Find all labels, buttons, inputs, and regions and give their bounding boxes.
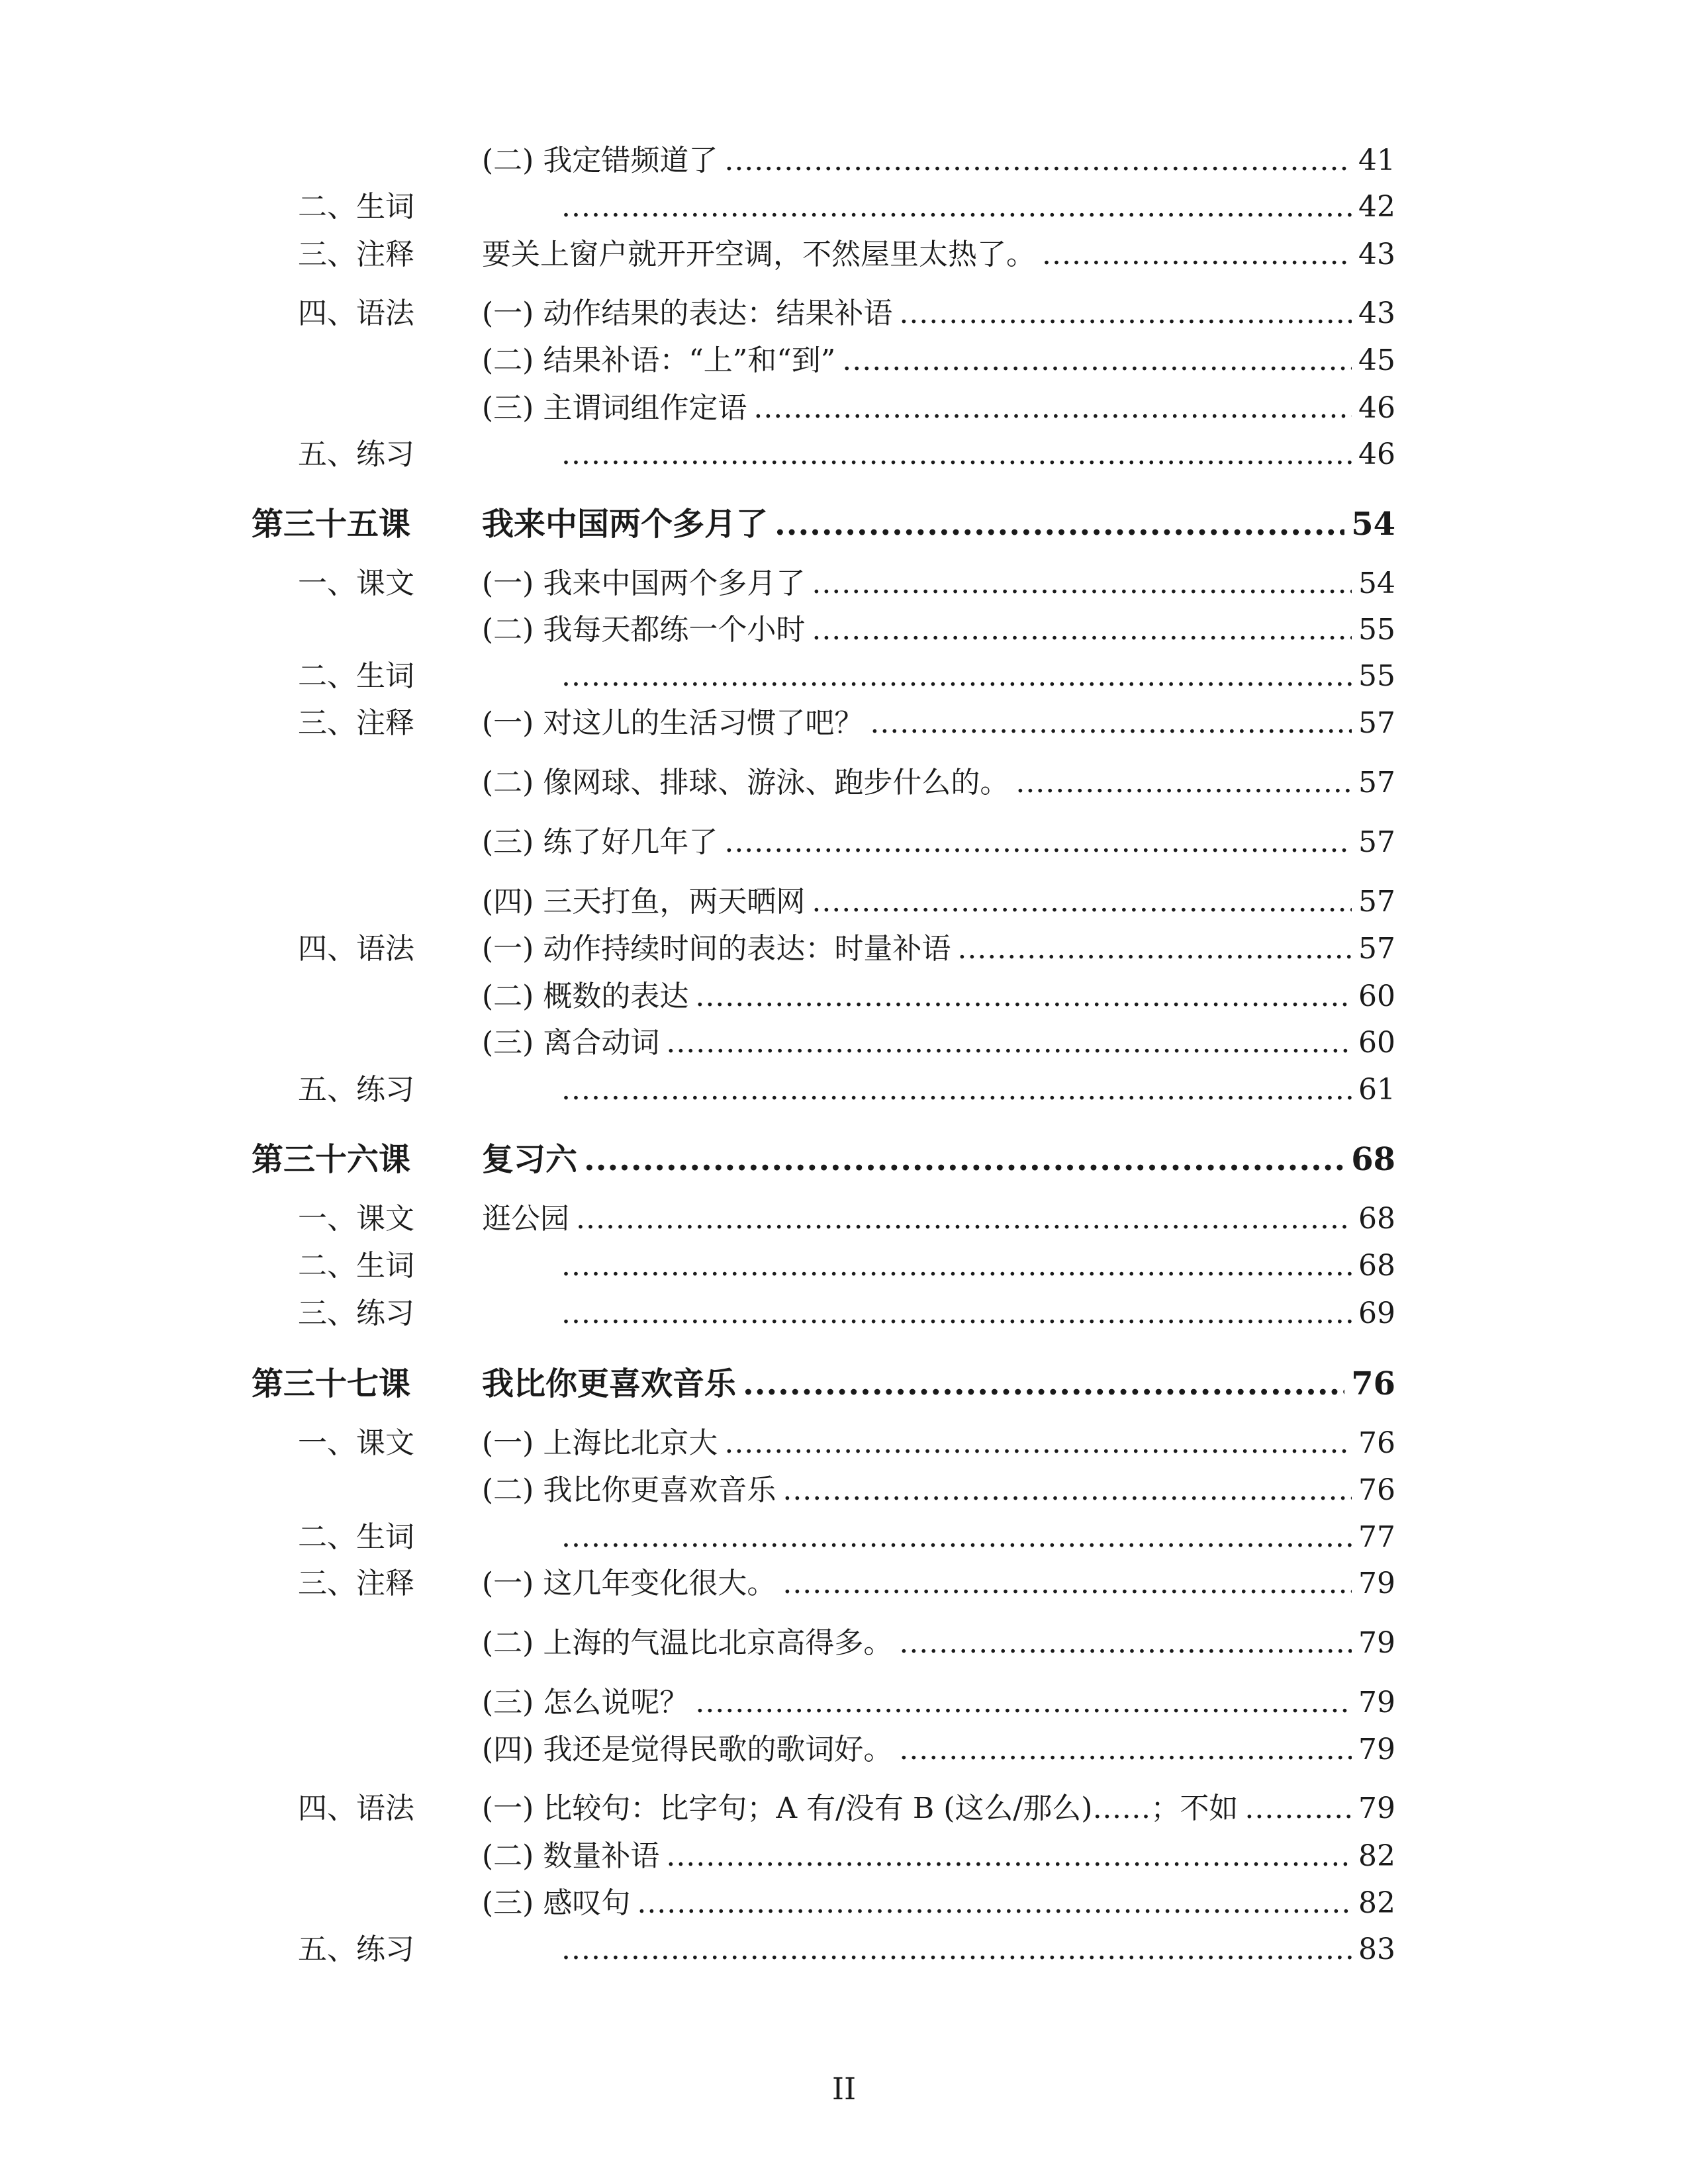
toc-leader-line: [555, 435, 1395, 475]
dot-leader: [1015, 763, 1352, 803]
toc-entry-row: [0, 763, 1688, 803]
toc-entry-row: [0, 1518, 1688, 1557]
page-ref: 57: [1358, 766, 1395, 799]
toc-leader-line: [482, 1789, 1395, 1829]
page-ref: 69: [1358, 1297, 1395, 1330]
section-label: 一、课文: [298, 1202, 414, 1236]
toc-leader-line: [482, 1424, 1395, 1463]
page-ref: 79: [1358, 1626, 1395, 1660]
section-label: 二、生词: [298, 1249, 414, 1283]
entry-title: (三) 主谓词组作定语: [482, 391, 747, 425]
toc-leader-line: [482, 1199, 1395, 1239]
toc-leader-line: [482, 341, 1395, 381]
page-ref: 68: [1358, 1249, 1395, 1283]
toc-leader-line: [555, 1930, 1395, 1970]
page-ref: 55: [1358, 613, 1395, 647]
entry-title: (二) 我每天都练一个小时: [482, 613, 806, 647]
page-ref: 43: [1358, 296, 1395, 330]
toc-entry-row: [0, 1884, 1688, 1923]
toc-leader-line: [482, 1564, 1395, 1604]
lesson-number: 第三十六课: [252, 1141, 411, 1178]
lesson-number: 第三十五课: [252, 506, 411, 543]
toc-leader-line: [482, 763, 1395, 803]
entry-title: (二) 我定错频道了: [482, 144, 718, 177]
toc-leader-line: [482, 823, 1395, 862]
section-label: 二、生词: [298, 1520, 414, 1554]
section-label: 四、语法: [298, 296, 414, 330]
entry-title: (四) 我还是觉得民歌的歌词好。: [482, 1733, 893, 1766]
toc-entry-row: [0, 977, 1688, 1017]
dot-leader: [724, 823, 1352, 862]
section-label: 三、注释: [298, 238, 414, 271]
entry-title: (一) 动作结果的表达：结果补语: [482, 296, 893, 330]
page-ref: 79: [1358, 1792, 1395, 1825]
entry-title: (三) 感叹句: [482, 1886, 631, 1920]
entry-title: (三) 练了好几年了: [482, 825, 718, 859]
toc-leader-line: [482, 1683, 1395, 1723]
page-ref: 55: [1358, 659, 1395, 693]
entry-title: (三) 怎么说呢？: [482, 1686, 689, 1719]
dot-leader: [724, 141, 1352, 181]
page-ref: 54: [1358, 567, 1395, 600]
entry-title: (二) 概数的表达: [482, 979, 689, 1013]
entry-title: (二) 像网球、排球、游泳、跑步什么的。: [482, 766, 1009, 799]
dot-leader: [842, 341, 1352, 381]
dot-leader: [812, 610, 1352, 650]
toc-entry-row: [0, 610, 1688, 650]
toc-leader-line: [482, 504, 1395, 544]
toc-leader-line: [482, 235, 1395, 275]
page-ref: 82: [1358, 1886, 1395, 1920]
dot-leader: [695, 1683, 1352, 1723]
page-ref: 76: [1358, 1473, 1395, 1507]
dot-leader: [724, 1424, 1352, 1463]
page-number-footer: II: [831, 2071, 857, 2107]
section-label: 五、练习: [298, 1933, 414, 1966]
toc-leader-line: [482, 704, 1395, 743]
section-label: 四、语法: [298, 932, 414, 966]
entry-title: (二) 结果补语：“上”和“到”: [482, 343, 836, 377]
page-ref: 68: [1358, 1202, 1395, 1236]
toc-leader-line: [482, 1837, 1395, 1876]
toc-entry-row: [0, 704, 1688, 743]
lesson-title: 我来中国两个多月了: [482, 506, 769, 543]
page-ref: 79: [1358, 1686, 1395, 1719]
entry-title: (一) 对这儿的生活习惯了吧？: [482, 706, 864, 740]
toc-leader-line: [482, 294, 1395, 334]
toc-leader-line: [482, 1730, 1395, 1770]
dot-leader: [782, 1471, 1352, 1510]
toc-entry-row: [0, 1564, 1688, 1604]
section-label: 二、生词: [298, 659, 414, 693]
toc-leader-line: [555, 187, 1395, 227]
entry-title: (二) 上海的气温比北京高得多。: [482, 1626, 893, 1660]
page-ref: 82: [1358, 1839, 1395, 1873]
dot-leader: [637, 1884, 1352, 1923]
toc-entry-row: [0, 1471, 1688, 1510]
toc-lesson-row: [0, 504, 1688, 544]
toc-entry-row: [0, 657, 1688, 696]
entry-title: (四) 三天打鱼，两天晒网: [482, 885, 806, 919]
entry-title: 逛公园: [482, 1202, 569, 1236]
page-ref: 46: [1358, 437, 1395, 471]
dot-leader: [774, 504, 1344, 544]
toc-leader-line: [555, 1246, 1395, 1286]
section-label: 五、练习: [298, 1073, 414, 1107]
page-ref: 45: [1358, 343, 1395, 377]
toc-entry-row: [0, 187, 1688, 227]
section-label: 二、生词: [298, 190, 414, 224]
page-ref: 76: [1351, 1365, 1395, 1402]
toc-entry-row: [0, 435, 1688, 475]
dot-leader: [561, 657, 1352, 696]
section-label: 三、注释: [298, 706, 414, 740]
page-ref: 41: [1358, 144, 1395, 177]
toc-entry-row: [0, 1683, 1688, 1723]
toc-entry-row: [0, 1199, 1688, 1239]
section-label: 一、课文: [298, 1426, 414, 1460]
dot-leader: [899, 1623, 1352, 1663]
lesson-number: 第三十七课: [252, 1365, 411, 1402]
lesson-title: 我比你更喜欢音乐: [482, 1365, 737, 1402]
toc-entry-row: [0, 1424, 1688, 1463]
page-ref: 83: [1358, 1933, 1395, 1966]
dot-leader: [870, 704, 1352, 743]
toc-entry-row: [0, 235, 1688, 275]
toc-leader-line: [482, 610, 1395, 650]
toc-entry-row: [0, 388, 1688, 428]
dot-leader: [753, 388, 1352, 428]
toc-entry-row: [0, 882, 1688, 922]
dot-leader: [561, 1246, 1352, 1286]
section-label: 三、注释: [298, 1567, 414, 1600]
toc-leader-line: [482, 1623, 1395, 1663]
toc-entry-row: [0, 1837, 1688, 1876]
dot-leader: [561, 1518, 1352, 1557]
toc-entry-row: [0, 1023, 1688, 1063]
page-ref: 57: [1358, 825, 1395, 859]
page-ref: 57: [1358, 706, 1395, 740]
toc-entry-row: [0, 929, 1688, 969]
page-ref: 79: [1358, 1733, 1395, 1766]
section-label: 四、语法: [298, 1792, 414, 1825]
toc-entry-row: [0, 564, 1688, 604]
page-ref: 61: [1358, 1073, 1395, 1107]
toc-entry-row: [0, 1070, 1688, 1110]
lesson-title: 复习六: [482, 1141, 578, 1178]
toc-entry-row: [0, 1730, 1688, 1770]
entry-title: (二) 数量补语: [482, 1839, 660, 1873]
toc-leader-line: [482, 929, 1395, 969]
entry-title: (一) 我来中国两个多月了: [482, 567, 806, 600]
dot-leader: [743, 1364, 1344, 1404]
section-label: 一、课文: [298, 567, 414, 600]
entry-title: (二) 我比你更喜欢音乐: [482, 1473, 776, 1507]
page-ref: 57: [1358, 885, 1395, 919]
toc-leader-line: [482, 977, 1395, 1017]
dot-leader: [666, 1837, 1352, 1876]
page-ref: 42: [1358, 190, 1395, 224]
entry-title: (一) 这几年变化很大。: [482, 1567, 776, 1600]
dot-leader: [576, 1199, 1352, 1239]
page-ref: 60: [1358, 979, 1395, 1013]
entry-title: 要关上窗户就开开空调，不然屋里太热了。: [482, 238, 1035, 271]
dot-leader: [561, 1930, 1352, 1970]
dot-leader: [899, 1730, 1352, 1770]
toc-entry-row: [0, 294, 1688, 334]
page-ref: 54: [1351, 506, 1395, 543]
toc-entry-row: [0, 823, 1688, 862]
toc-leader-line: [482, 1884, 1395, 1923]
page-ref: 43: [1358, 238, 1395, 271]
toc-entry-row: [0, 341, 1688, 381]
toc-entry-row: [0, 1930, 1688, 1970]
toc-entry-row: [0, 1623, 1688, 1663]
entry-title: (一) 比较句：比字句；A 有/没有 B (这么/那么)……；不如: [482, 1792, 1239, 1825]
toc-entry-row: [0, 141, 1688, 181]
toc-leader-line: [482, 882, 1395, 922]
page-ref: 77: [1358, 1520, 1395, 1554]
dot-leader: [695, 977, 1352, 1017]
dot-leader: [782, 1564, 1352, 1604]
dot-leader: [899, 294, 1352, 334]
toc-leader-line: [482, 1364, 1395, 1404]
dot-leader: [561, 187, 1352, 227]
page-ref: 57: [1358, 932, 1395, 966]
toc-leader-line: [482, 388, 1395, 428]
page-ref: 46: [1358, 391, 1395, 425]
section-label: 三、练习: [298, 1297, 414, 1330]
toc-leader-line: [482, 1023, 1395, 1063]
dot-leader: [812, 882, 1352, 922]
entry-title: (三) 离合动词: [482, 1026, 660, 1060]
dot-leader: [957, 929, 1352, 969]
toc-entry-row: [0, 1246, 1688, 1286]
dot-leader: [561, 1294, 1352, 1334]
dot-leader: [666, 1023, 1352, 1063]
toc-leader-line: [482, 564, 1395, 604]
page-ref: 68: [1351, 1141, 1395, 1178]
entry-title: (一) 动作持续时间的表达：时量补语: [482, 932, 951, 966]
toc-lesson-row: [0, 1364, 1688, 1404]
toc-leader-line: [482, 1140, 1395, 1179]
dot-leader: [1042, 235, 1352, 275]
toc-leader-line: [555, 657, 1395, 696]
toc-leader-line: [555, 1070, 1395, 1110]
section-label: 五、练习: [298, 437, 414, 471]
toc-leader-line: [555, 1518, 1395, 1557]
toc-entry-row: [0, 1789, 1688, 1829]
dot-leader: [561, 1070, 1352, 1110]
dot-leader: [812, 564, 1352, 604]
page-ref: 79: [1358, 1567, 1395, 1600]
entry-title: (一) 上海比北京大: [482, 1426, 718, 1460]
page-ref: 60: [1358, 1026, 1395, 1060]
toc-leader-line: [482, 1471, 1395, 1510]
dot-leader: [584, 1140, 1344, 1179]
page-ref: 76: [1358, 1426, 1395, 1460]
toc-leader-line: [482, 141, 1395, 181]
toc-leader-line: [555, 1294, 1395, 1334]
dot-leader: [1244, 1789, 1352, 1829]
toc-entry-row: [0, 1294, 1688, 1334]
toc-lesson-row: [0, 1140, 1688, 1179]
dot-leader: [561, 435, 1352, 475]
